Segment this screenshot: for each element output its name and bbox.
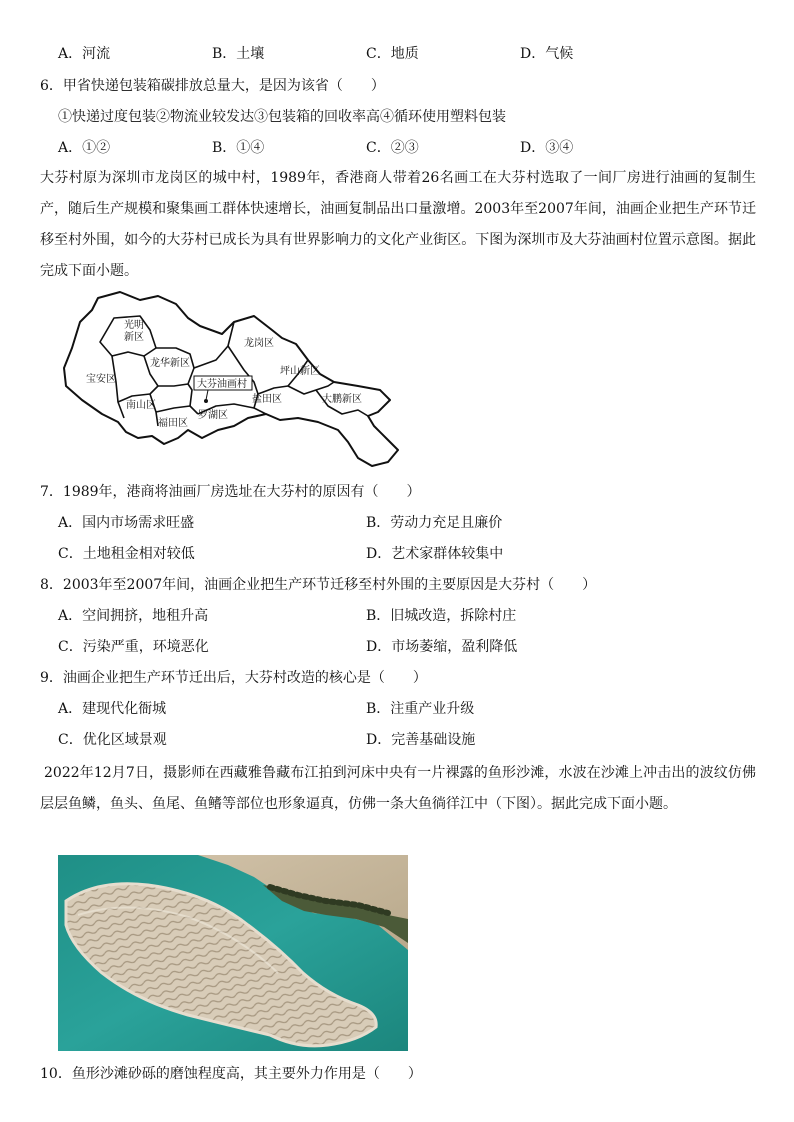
q6-option-c: C．②③ — [366, 140, 419, 156]
q6-option-d: D．③④ — [520, 140, 574, 156]
passage-fish-shoal: 2022年12月7日，摄影师在西藏雅鲁藏布江拍到河床中央有一片裸露的鱼形沙滩，水波在沙滩上冲击出的波纹仿佛层层鱼鳞，鱼头、鱼尾、鱼鳍等部位也形象逼真，仿佛一条大鱼徜徉江中（下图）。据此完成下面小题。 — [40, 765, 756, 812]
q8-option-d: D．市场萎缩，盈利降低 — [366, 639, 518, 655]
q9-option-b: B．注重产业升级 — [366, 701, 475, 717]
q8-option-c: C．污染严重，环境恶化 — [58, 639, 209, 655]
q9-stem: 9．油画企业把生产环节迁出后，大芬村改造的核心是（ ） — [40, 670, 427, 686]
shenzhen-map — [58, 290, 406, 470]
q7-option-a: A．国内市场需求旺盛 — [58, 515, 195, 531]
q7-option-b: B．劳动力充足且廉价 — [366, 515, 503, 531]
q5-option-d: D．气候 — [520, 46, 574, 62]
q7-stem: 7．1989年，港商将油画厂房选址在大芬村的原因有（ ） — [40, 484, 421, 500]
fish-shaped-sandbar-photo — [58, 855, 408, 1051]
q7-option-c: C．土地租金相对较低 — [58, 546, 195, 562]
q6-stem: 6．甲省快递包装箱碳排放总量大，是因为该省（ ） — [40, 78, 385, 94]
q9-option-d: D．完善基础设施 — [366, 732, 476, 748]
q9-option-c: C．优化区域景观 — [58, 732, 167, 748]
label-dapeng: 大鹏新区 — [322, 394, 362, 405]
q9-option-a: A．建现代化衙城 — [58, 701, 167, 717]
label-longhua: 龙华新区 — [150, 358, 190, 369]
passage-dafen: 大芬村原为深圳市龙岗区的城中村，1989年，香港商人带着26名画工在大芬村选取了一间厂房进行油画的复制生产，随后生产规模和聚集画工群体快速增长，油画复制品出口量激增。2003年至2007年间，油画企业把生产环节迁移至村外围，如今的大芬村已成长为具有世界影响力的文化产业街区。下图为深圳市及大芬油画村位置示意图。据此完成下面小题。 — [40, 170, 756, 279]
label-guangming-2: 新区 — [124, 332, 144, 343]
q7-option-d: D．艺术家群体较集中 — [366, 546, 504, 562]
label-yantian: 盐田区 — [252, 394, 282, 405]
q6-statement: ①快递过度包装②物流业较发达③包装箱的回收率高④循环使用塑料包装 — [58, 109, 506, 125]
q5-option-b: B．土壤 — [212, 46, 265, 62]
label-luohu: 罗湖区 — [198, 410, 228, 421]
dafen-location-marker — [204, 399, 208, 403]
q10-stem: 10．鱼形沙滩砂砾的磨蚀程度高，其主要外力作用是（ ） — [40, 1066, 422, 1082]
q5-option-a: A．河流 — [58, 46, 111, 62]
q6-option-b: B．①④ — [212, 140, 265, 156]
q5-option-c: C．地质 — [366, 46, 419, 62]
label-longgang: 龙岗区 — [244, 338, 274, 349]
label-dafen-village: 大芬油画村 — [197, 379, 247, 390]
label-futian: 福田区 — [158, 418, 188, 429]
label-guangming: 光明 — [124, 320, 144, 331]
q8-stem: 8．2003年至2007年间，油画企业把生产环节迁移至村外围的主要原因是大芬村（ ） — [40, 577, 597, 593]
q6-option-a: A．①② — [58, 140, 111, 156]
label-baoan: 宝安区 — [86, 374, 116, 385]
label-nanshan: 南山区 — [126, 400, 156, 411]
q8-option-a: A．空间拥挤，地租升高 — [58, 608, 209, 624]
label-pingshan: 坪山新区 — [280, 366, 320, 377]
q8-option-b: B．旧城改造，拆除村庄 — [366, 608, 517, 624]
